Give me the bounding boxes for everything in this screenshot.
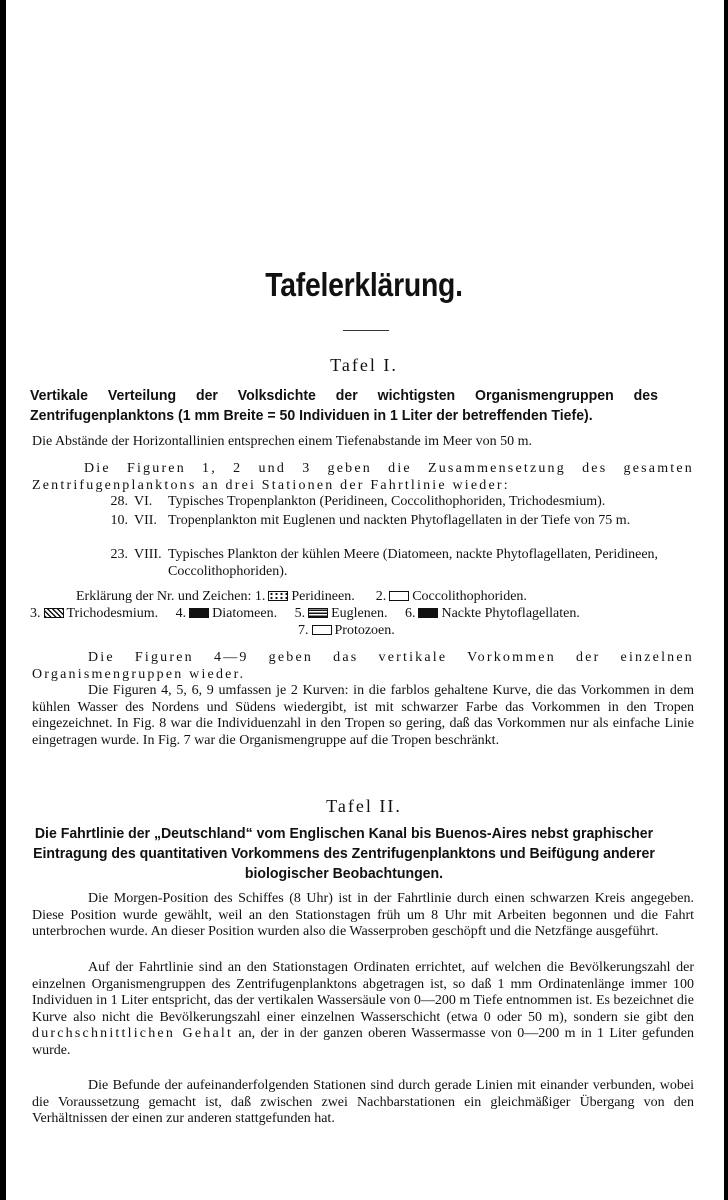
peridineen-symbol-icon (268, 591, 288, 601)
legend-line-1 (30, 588, 698, 605)
tafel-1-figuren-4-9: Die Figuren 4—9 geben das vertikale Vorkommen der einzelnen Organismengruppen wieder. (32, 650, 694, 682)
figure-description: Typisches Plankton der kühlen Meere (Diatomeen, nackte Phytoflagellaten, Peridineen, Coccolithophoriden). (168, 547, 659, 579)
paragraph-2-spaced-text: durchschnittlichen Gehalt (32, 1026, 234, 1041)
legend-item (376, 589, 527, 604)
coccolithophoriden-symbol-icon (389, 591, 409, 601)
figure-number: 23. (110, 547, 128, 562)
legend-label: Protozoen. (334, 623, 395, 638)
legend-number: 4. (175, 606, 187, 621)
paragraph-2-text-c: an, der in der ganzen oberen Wassermasse von 0—200 m in 1 Liter gefunden wurde. (32, 1026, 695, 1058)
figure-description: Tropenplankton mit Euglenen und nackten Phytoflagellaten in der Tiefe von 75 m. (168, 513, 631, 528)
tafel-1-title: Vertikale Verteilung der Volksdichte der wichtigsten Organismengruppen des Zentrifugenplanktons (1 mm Breite = 50 Individuen in 1 Liter der betreffenden Tiefe). (30, 387, 658, 424)
paragraph-2-text-a: Auf der Fahrtlinie sind an den Stationstagen Ordinaten errichtet, auf welchen die Bevölkerungszahl der einzelnen Organismengruppen des Zentrifugenplanktons abgetragen ist, so daß 1 mm Ordinatenlänge immer 100 Individuen in 1 Liter entspricht, das der vertikalen Wassersäule von 0—200 m Tiefe entnommen ist. Es bezeichnet die Kurve also nicht die Bevölkerungszahl einer einzelnen Wasserschicht (etwa 0 oder 50 m), sondern sie gibt den (32, 960, 694, 1025)
figure-roman: VIII. (134, 547, 162, 562)
legend-intro: Erklärung der Nr. und Zeichen: (76, 589, 252, 604)
phytoflagellaten-symbol-icon (418, 608, 438, 618)
tafel-1-label: Tafel I. (330, 355, 398, 375)
legend-label: Diatomeen. (212, 606, 278, 621)
legend-number: 3. (30, 606, 41, 621)
tafel-2-paragraph-2 (32, 960, 694, 1059)
tafel-1-figuren-intro: Die Figuren 1, 2 und 3 geben die Zusammensetzung des gesamten Zentrifugenplanktons an drei Stationen der Fahrtlinie wieder: (32, 461, 694, 493)
legend-item (295, 606, 388, 621)
legend-label: Coccolithophoriden. (412, 589, 527, 604)
legend-label: Nackte Phytoflagellaten. (441, 606, 580, 621)
legend-item (405, 606, 580, 621)
legend-item (176, 606, 277, 621)
diatomeen-symbol-icon (189, 608, 209, 618)
figure-number: 28. (110, 494, 128, 509)
figure-roman: VII. (134, 513, 157, 528)
legend-number: 6. (404, 606, 416, 621)
legend-number: 1. (254, 589, 266, 604)
figure-description: Typisches Tropenplankton (Peridineen, Coccolithophoriden, Trichodesmium). (168, 494, 606, 509)
page-title: Tafelerklärung. (265, 266, 463, 303)
euglenen-symbol-icon (308, 608, 328, 618)
legend-label: Euglenen. (331, 606, 388, 621)
legend-line-3 (30, 622, 698, 639)
tafel-2-title: Die Fahrtlinie der „Deutschland“ vom Englischen Kanal bis Buenos-Aires nebst graphischer Eintragung des quantitativen Vorkommens des Zentrifugenplanktons und Beifügung anderer biologischer Beobachtungen. (33, 825, 655, 882)
tafel-2-label: Tafel II. (326, 796, 402, 816)
legend-label: Trichodesmium. (66, 606, 159, 621)
trichodesmium-symbol-icon (44, 608, 64, 618)
figure-roman: VI. (134, 494, 153, 509)
protozoen-symbol-icon (312, 625, 332, 635)
legend-number: 7. (298, 623, 309, 638)
tafel-1-figuren-kurven: Die Figuren 4, 5, 6, 9 umfassen je 2 Kurven: in die farblos gehaltene Kurve, die das Vorkommen in dem kühlen Wasser des Nordens und Südens wiedergibt, ist mit schwarzer Farbe das Vorkommen in den Tropen eingezeichnet. In Fig. 8 war die Individuenzahl in den Tropen so gering, daß das Vorkommen nur als einfache Linie eingetragen wurde. In Fig. 7 war die Organismengruppe auf die Tropen beschränkt. (32, 683, 694, 748)
tafel-2-paragraph-1: Die Morgen-Position des Schiffes (8 Uhr) ist in der Fahrtlinie durch einen schwarzen Kreis angegeben. Diese Position wurde gewählt, weil an den Stationstagen früh um 8 Uhr mit Arbeiten begonnen und die Fahrt unterbrochen wurde. An dieser Position wurden also die Wasserproben geschöpft und die Netzfänge ausgeführt. (32, 891, 694, 939)
legend-item (255, 589, 355, 604)
title-divider (343, 330, 389, 331)
tafel-1-abstaende: Die Abstände der Horizontallinien entsprechen einem Tiefenabstande im Meer von 50 m. (32, 434, 532, 449)
scan-edge-left (0, 0, 6, 1200)
symbol-legend (30, 588, 698, 639)
figure-number: 10. (110, 513, 128, 528)
legend-item (30, 606, 158, 621)
scan-edge-right (724, 0, 728, 1200)
legend-number: 5. (294, 606, 306, 621)
legend-number: 2. (375, 589, 387, 604)
legend-label: Peridineen. (291, 589, 355, 604)
legend-item (298, 623, 395, 638)
tafel-2-paragraph-3: Die Befunde der aufeinanderfolgenden Stationen sind durch gerade Linien mit einander verbunden, wobei die Voraussetzung gemacht ist, daß zwischen zwei Nachbarstationen ein gleichmäßiger Übergang von den Verhältnissen der einen zur anderen stattgefunden hat. (32, 1078, 694, 1126)
legend-line-2 (30, 605, 698, 622)
